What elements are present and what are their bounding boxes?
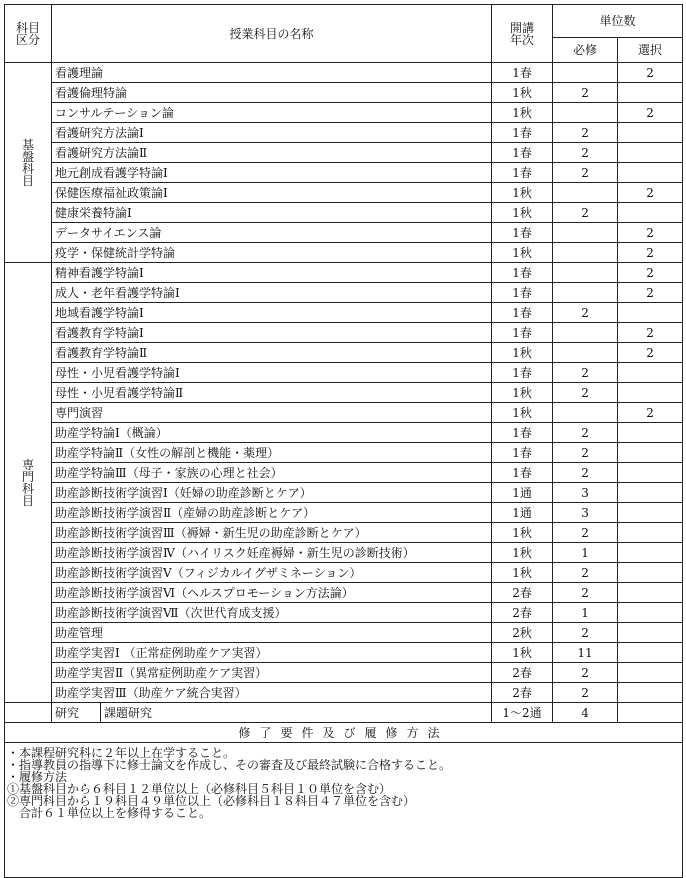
course-required: 2 xyxy=(553,163,618,183)
course-elective xyxy=(618,443,683,463)
course-name: 看護研究方法論Ⅱ xyxy=(52,143,492,163)
course-year: 2秋 xyxy=(492,623,553,643)
course-year: 1春 xyxy=(492,463,553,483)
course-required: 2 xyxy=(553,123,618,143)
course-name: 助産診断技術学演習Ⅵ（ヘルスプロモーション方法論） xyxy=(52,583,492,603)
course-year: 2春 xyxy=(492,683,553,703)
course-required: 2 xyxy=(553,443,618,463)
course-required: 2 xyxy=(553,83,618,103)
course-required xyxy=(553,283,618,303)
table-row xyxy=(5,83,683,103)
course-elective xyxy=(618,523,683,543)
category-char: 門 xyxy=(21,469,34,484)
course-elective: 2 xyxy=(618,243,683,263)
course-elective xyxy=(618,603,683,623)
table-row xyxy=(5,683,683,703)
table-row xyxy=(5,423,683,443)
course-name: 看護教育学特論Ⅰ xyxy=(52,323,492,343)
course-name: 助産学特論Ⅰ（概論） xyxy=(52,423,492,443)
course-year: 1春 xyxy=(492,443,553,463)
course-year: 1春 xyxy=(492,63,553,83)
course-elective xyxy=(618,423,683,443)
course-name: 専門演習 xyxy=(52,403,492,423)
table-row xyxy=(5,463,683,483)
course-elective xyxy=(618,83,683,103)
course-elective: 2 xyxy=(618,103,683,123)
course-name: 助産学実習Ⅱ（異常症例助産ケア実習） xyxy=(52,663,492,683)
course-required: 2 xyxy=(553,683,618,703)
course-year: 1春 xyxy=(492,283,553,303)
requirements-title: 修了要件及び履修方法 xyxy=(5,723,683,743)
course-elective: 2 xyxy=(618,183,683,203)
course-name: 母性・小児看護学特論Ⅱ xyxy=(52,383,492,403)
course-elective xyxy=(618,543,683,563)
course-required: 2 xyxy=(553,363,618,383)
category-blank-cell xyxy=(5,703,52,723)
category-char: 目 xyxy=(21,173,34,188)
requirement-line: 合計６１単位以上を修得すること。 xyxy=(7,806,212,820)
course-elective: 2 xyxy=(618,343,683,363)
course-elective xyxy=(618,503,683,523)
course-elective xyxy=(618,483,683,503)
course-required: 2 xyxy=(553,143,618,163)
course-year: 1通 xyxy=(492,503,553,523)
table-row xyxy=(5,243,683,263)
table-row xyxy=(5,203,683,223)
course-elective xyxy=(618,683,683,703)
table-row xyxy=(5,443,683,463)
table-row xyxy=(5,703,683,723)
course-name: 疫学・保健統計学特論 xyxy=(52,243,492,263)
header-category-text: 科目 区分 xyxy=(15,20,40,47)
course-elective xyxy=(618,643,683,663)
course-required: 2 xyxy=(553,523,618,543)
requirement-line: ・履修方法 xyxy=(7,770,68,784)
course-year: 1秋 xyxy=(492,183,553,203)
curriculum-table xyxy=(4,4,683,878)
course-required xyxy=(553,263,618,283)
course-elective xyxy=(618,143,683,163)
course-name: データサイエンス論 xyxy=(52,223,492,243)
course-year: 1秋 xyxy=(492,403,553,423)
course-name: 助産学特論Ⅱ（女性の解剖と機能・薬理） xyxy=(52,443,492,463)
header-category xyxy=(5,5,52,63)
table-row xyxy=(5,343,683,363)
course-elective xyxy=(618,123,683,143)
header-units: 単位数 xyxy=(553,5,683,38)
course-required: 3 xyxy=(553,503,618,523)
course-year: 1～2通 xyxy=(492,703,553,723)
course-name: 助産診断技術学演習Ⅶ（次世代育成支援） xyxy=(52,603,492,623)
course-required xyxy=(553,223,618,243)
course-name: 精神看護学特論Ⅰ xyxy=(52,263,492,283)
course-year: 1春 xyxy=(492,363,553,383)
category-basic xyxy=(5,63,52,263)
course-elective: 2 xyxy=(618,223,683,243)
course-elective: 2 xyxy=(618,403,683,423)
course-name: 助産診断技術学演習Ⅲ（褥婦・新生児の助産診断とケア） xyxy=(52,523,492,543)
table-row xyxy=(5,583,683,603)
basic-courses-section xyxy=(5,63,683,263)
course-year: 1春 xyxy=(492,323,553,343)
course-elective xyxy=(618,383,683,403)
course-elective xyxy=(618,703,683,723)
header-year-text: 開講 年次 xyxy=(510,20,535,47)
course-name: 看護研究方法論Ⅰ xyxy=(52,123,492,143)
category-char: 目 xyxy=(21,493,34,508)
table-row xyxy=(5,563,683,583)
course-name: 助産診断技術学演習Ⅳ（ハイリスク妊産褥婦・新生児の診断技術） xyxy=(52,543,492,563)
table-row xyxy=(5,643,683,663)
course-elective: 2 xyxy=(618,263,683,283)
table-row xyxy=(5,63,683,83)
course-year: 2春 xyxy=(492,663,553,683)
table-row xyxy=(5,483,683,503)
course-year: 2春 xyxy=(492,583,553,603)
course-year: 1春 xyxy=(492,423,553,443)
table-row xyxy=(5,123,683,143)
course-required: 1 xyxy=(553,543,618,563)
course-required: 2 xyxy=(553,383,618,403)
table-row xyxy=(5,403,683,423)
course-year: 1春 xyxy=(492,163,553,183)
course-elective xyxy=(618,583,683,603)
research-label: 研究 xyxy=(52,703,101,723)
research-section xyxy=(5,703,683,723)
course-elective: 2 xyxy=(618,63,683,83)
course-year: 1春 xyxy=(492,263,553,283)
course-elective xyxy=(618,563,683,583)
course-elective xyxy=(618,663,683,683)
course-required: 2 xyxy=(553,563,618,583)
course-year: 1秋 xyxy=(492,243,553,263)
category-char: 盤 xyxy=(21,149,34,164)
category-char: 科 xyxy=(21,481,34,496)
course-required: 2 xyxy=(553,423,618,443)
course-name: 助産学実習Ⅰ （正常症例助産ケア実習） xyxy=(52,643,492,663)
course-name: 助産診断技術学演習Ⅱ（産婦の助産診断とケア） xyxy=(52,503,492,523)
course-name: 看護倫理特論 xyxy=(52,83,492,103)
course-year: 1秋 xyxy=(492,643,553,663)
course-year: 2春 xyxy=(492,603,553,623)
course-name: 助産診断技術学演習Ⅰ（妊婦の助産診断とケア） xyxy=(52,483,492,503)
course-name: 地元創成看護学特論Ⅰ xyxy=(52,163,492,183)
table-row xyxy=(5,223,683,243)
course-name: 成人・老年看護学特論Ⅰ xyxy=(52,283,492,303)
course-required: 11 xyxy=(553,643,618,663)
course-required: 2 xyxy=(553,623,618,643)
course-name: 助産学特論Ⅲ（母子・家族の心理と社会） xyxy=(52,463,492,483)
course-elective xyxy=(618,363,683,383)
table-row xyxy=(5,383,683,403)
course-required: 2 xyxy=(553,303,618,323)
table-row xyxy=(5,503,683,523)
course-required xyxy=(553,183,618,203)
course-year: 1通 xyxy=(492,483,553,503)
table-row xyxy=(5,263,683,283)
course-name: 課題研究 xyxy=(101,703,492,723)
table-row xyxy=(5,163,683,183)
table-row xyxy=(5,323,683,343)
course-required: 2 xyxy=(553,203,618,223)
course-elective: 2 xyxy=(618,283,683,303)
table-row xyxy=(5,603,683,623)
course-elective xyxy=(618,163,683,183)
header-year xyxy=(492,5,553,63)
course-year: 1秋 xyxy=(492,543,553,563)
course-required: 2 xyxy=(553,663,618,683)
table-row xyxy=(5,523,683,543)
course-name: コンサルテーション論 xyxy=(52,103,492,123)
course-required: 3 xyxy=(553,483,618,503)
course-name: 助産学実習Ⅲ（助産ケア統合実習） xyxy=(52,683,492,703)
header-required: 必修 xyxy=(553,38,618,63)
course-name: 地域看護学特論Ⅰ xyxy=(52,303,492,323)
course-required xyxy=(553,63,618,83)
table-row xyxy=(5,303,683,323)
header-elective: 選択 xyxy=(618,38,683,63)
course-required xyxy=(553,243,618,263)
requirement-line: ・指導教員の指導下に修士論文を作成し、その審査及び最終試験に合格すること。 xyxy=(7,758,452,772)
category-char: 基 xyxy=(21,137,34,152)
category-char: 専 xyxy=(21,457,34,472)
course-elective: 2 xyxy=(618,323,683,343)
table-row xyxy=(5,143,683,163)
header-subject-name: 授業科目の名称 xyxy=(52,5,492,63)
course-name: 保健医療福祉政策論Ⅰ xyxy=(52,183,492,203)
course-year: 1秋 xyxy=(492,523,553,543)
course-required xyxy=(553,103,618,123)
table-row xyxy=(5,283,683,303)
course-year: 1春 xyxy=(492,223,553,243)
course-elective xyxy=(618,203,683,223)
course-name: 看護教育学特論Ⅱ xyxy=(52,343,492,363)
course-year: 1秋 xyxy=(492,203,553,223)
course-name: 助産管理 xyxy=(52,623,492,643)
table-row xyxy=(5,623,683,643)
table-row xyxy=(5,363,683,383)
course-required: 2 xyxy=(553,583,618,603)
requirements-body xyxy=(5,743,683,878)
table-row xyxy=(5,543,683,563)
course-required: 4 xyxy=(553,703,618,723)
course-name: 助産診断技術学演習Ⅴ（フィジカルイグザミネーション） xyxy=(52,563,492,583)
course-year: 1秋 xyxy=(492,343,553,363)
course-required: 1 xyxy=(553,603,618,623)
course-year: 1秋 xyxy=(492,563,553,583)
course-required xyxy=(553,343,618,363)
course-year: 1秋 xyxy=(492,83,553,103)
course-name: 看護理論 xyxy=(52,63,492,83)
course-year: 1秋 xyxy=(492,103,553,123)
course-required xyxy=(553,323,618,343)
requirement-line: ①基盤科目から６科目１２単位以上（必修科目５科目１０単位を含む） xyxy=(7,782,392,796)
course-elective xyxy=(618,303,683,323)
course-elective xyxy=(618,623,683,643)
course-required xyxy=(553,403,618,423)
table-row xyxy=(5,183,683,203)
course-year: 1秋 xyxy=(492,383,553,403)
table-row xyxy=(5,103,683,123)
table-row xyxy=(5,663,683,683)
requirement-line: ・本課程研究科に２年以上在学すること。 xyxy=(7,746,236,760)
category-special xyxy=(5,263,52,703)
course-year: 1春 xyxy=(492,123,553,143)
requirement-line: ②専門科目から１９科目４９単位以上（必修科目１８科目４７単位を含む） xyxy=(7,794,416,808)
special-courses-section xyxy=(5,263,683,703)
requirements-section xyxy=(5,723,683,878)
course-required: 2 xyxy=(553,463,618,483)
course-name: 母性・小児看護学特論Ⅰ xyxy=(52,363,492,383)
category-char: 科 xyxy=(21,161,34,176)
course-elective xyxy=(618,463,683,483)
course-year: 1春 xyxy=(492,303,553,323)
course-name: 健康栄養特論Ⅰ xyxy=(52,203,492,223)
course-year: 1春 xyxy=(492,143,553,163)
